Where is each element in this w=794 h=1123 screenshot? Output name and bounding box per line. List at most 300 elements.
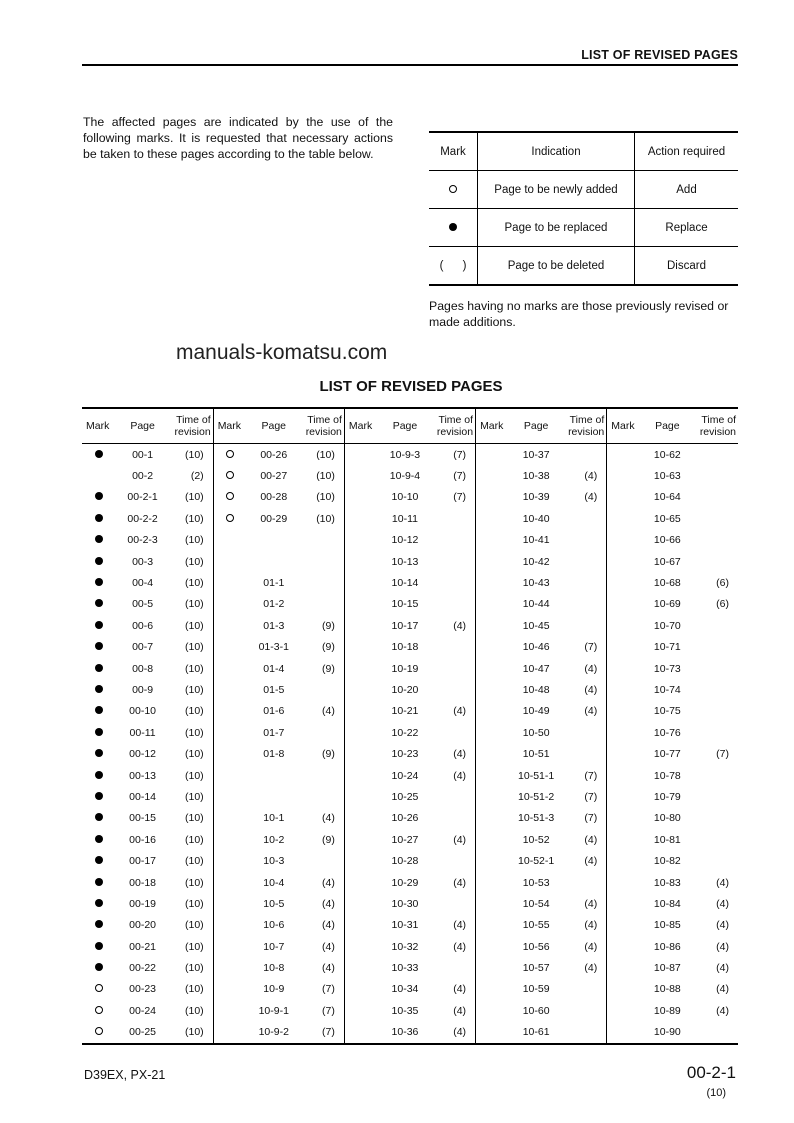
cell-time-of-revision [301,722,344,743]
cell-time-of-revision [433,658,476,679]
cell-time-of-revision: (10) [301,487,344,508]
cell-page: 00-24 [129,1004,157,1017]
cell-time-of-revision [695,1022,738,1044]
cell-time-of-revision: (10) [170,743,213,764]
revised-pages-table [82,407,738,1045]
cell-time-of-revision [564,572,607,593]
cell-mark [344,637,377,658]
cell-page: 00-25 [115,1022,170,1044]
cell-page: 10-33 [391,962,419,975]
cell-page: 10-35 [391,1004,419,1017]
table-row [82,658,738,679]
header-time-of-revision: Time of revision [301,408,344,444]
cell-mark [607,893,640,914]
cell-time-of-revision: (10) [170,701,213,722]
cell-time-of-revision: (9) [301,615,344,636]
cell-time-of-revision: (4) [301,808,344,829]
cell-mark [476,658,509,679]
cell-mark [82,829,115,850]
cell-mark [344,594,377,615]
cell-mark [213,530,246,551]
cell-page: 00-23 [129,983,157,996]
cell-time-of-revision [433,530,476,551]
cell-time-of-revision [564,979,607,1000]
cell-page [246,765,301,786]
cell-time-of-revision [564,1022,607,1044]
cell-time-of-revision [301,594,344,615]
cell-page: 00-14 [129,790,157,803]
cell-page: 10-70 [653,619,681,632]
cell-page: 10-38 [522,470,550,483]
legend-header-indication: Indication [478,132,635,171]
legend-action: Replace [635,209,739,247]
cell-page: 01-6 [263,705,285,718]
cell-mark [82,979,115,1000]
cell-page: 10-87 [653,962,681,975]
cell-mark [607,743,640,764]
cell-page: 10-86 [653,940,681,953]
cell-page: 10-82 [653,855,681,868]
cell-page: 10-59 [522,983,550,996]
cell-page: 10-7 [263,940,285,953]
cell-time-of-revision [433,786,476,807]
cell-mark [213,658,246,679]
cell-mark [82,615,115,636]
table-row [82,701,738,722]
cell-page: 10-76 [653,726,681,739]
cell-mark [213,957,246,978]
cell-page: 01-3 [263,619,285,632]
cell-page: 10-50 [522,726,550,739]
cell-mark [476,551,509,572]
cell-time-of-revision [695,765,738,786]
cell-mark [213,936,246,957]
cell-page: 01-3-1 [258,641,289,654]
filled-circle-icon [95,535,103,543]
cell-mark [476,893,509,914]
cell-time-of-revision: (7) [433,465,476,486]
cell-page: 10-65 [653,512,681,525]
cell-page: 10-15 [391,598,419,611]
table-header-row [82,408,738,444]
cell-time-of-revision: (10) [301,444,344,466]
cell-mark [476,615,509,636]
cell-time-of-revision: (4) [301,915,344,936]
cell-mark [213,679,246,700]
cell-page: 10-46 [522,641,550,654]
cell-mark [344,572,377,593]
cell-page: 01-2 [263,598,285,611]
cell-page: 10-64 [653,491,681,504]
cell-time-of-revision: (4) [433,936,476,957]
cell-time-of-revision [564,444,607,466]
cell-mark [82,936,115,957]
cell-time-of-revision: (4) [433,829,476,850]
cell-page: 10-52 [522,833,550,846]
cell-page: 00-10 [129,705,157,718]
cell-mark [476,936,509,957]
cell-page: 10-3 [263,855,285,868]
cell-page: 00-15 [129,812,157,825]
cell-time-of-revision [564,743,607,764]
cell-time-of-revision: (10) [170,615,213,636]
cell-mark [213,979,246,1000]
cell-mark [476,465,509,486]
cell-mark [476,786,509,807]
cell-page: 01-8 [263,748,285,761]
cell-mark [82,572,115,593]
legend-action: Discard [635,247,739,286]
cell-page: 10-89 [653,1004,681,1017]
cell-page: 00-4 [132,577,154,590]
cell-mark [607,786,640,807]
cell-mark [607,915,640,936]
cell-page: 00-9 [132,683,154,696]
cell-mark [607,465,640,486]
header-mark: Mark [344,408,377,444]
cell-mark [82,637,115,658]
intro-paragraph: The affected pages are indicated by the use of the following marks. It is requested that necessary actions be taken to these pages according to the table below. [83,115,393,161]
cell-page: 10-21 [391,705,419,718]
cell-time-of-revision [433,594,476,615]
cell-time-of-revision [564,872,607,893]
cell-time-of-revision: (10) [170,722,213,743]
cell-page: 10-52-1 [518,855,555,868]
cell-page: 00-21 [129,940,157,953]
cell-time-of-revision [433,637,476,658]
filled-circle-icon [95,728,103,736]
table-row [82,530,738,551]
cell-time-of-revision [695,465,738,486]
cell-mark [607,701,640,722]
cell-time-of-revision [695,850,738,871]
cell-mark [476,572,509,593]
cell-mark [344,915,377,936]
cell-time-of-revision: (4) [716,897,729,910]
cell-time-of-revision [695,508,738,529]
cell-page: 00-22 [129,962,157,975]
cell-time-of-revision: (6) [716,598,729,611]
cell-page: 10-83 [653,876,681,889]
legend-note: Pages having no marks are those previously revised or made additions. [429,299,729,329]
cell-mark [344,872,377,893]
cell-mark [82,1000,115,1021]
cell-mark [213,765,246,786]
legend-indication: Page to be deleted [478,247,635,286]
table-row [82,679,738,700]
cell-mark [476,722,509,743]
cell-time-of-revision [695,722,738,743]
cell-page: 10-62 [653,448,681,461]
cell-time-of-revision: (10) [170,572,213,593]
cell-mark [82,530,115,551]
cell-page: 10-13 [391,555,419,568]
cell-time-of-revision: (10) [170,530,213,551]
cell-page: 10-40 [522,512,550,525]
filled-circle-icon [95,599,103,607]
cell-mark [82,872,115,893]
cell-mark [607,936,640,957]
cell-time-of-revision: (10) [170,658,213,679]
legend-row [429,171,738,209]
cell-mark [213,722,246,743]
cell-page: 10-57 [522,962,550,975]
cell-mark [82,594,115,615]
cell-time-of-revision [433,893,476,914]
cell-mark [213,743,246,764]
cell-page: 10-49 [522,705,550,718]
cell-mark [344,936,377,957]
cell-page: 01-1 [263,577,285,590]
cell-mark [607,765,640,786]
cell-time-of-revision [301,572,344,593]
cell-page: 00-12 [129,748,157,761]
cell-time-of-revision: (4) [716,983,729,996]
cell-page: 00-6 [132,619,154,632]
cell-time-of-revision: (10) [170,551,213,572]
cell-time-of-revision [695,679,738,700]
cell-mark [82,722,115,743]
cell-mark [476,530,509,551]
header-mark: Mark [476,408,509,444]
cell-page: 00-29 [260,512,288,525]
cell-page: 00-2-3 [127,534,158,547]
cell-mark [344,701,377,722]
cell-time-of-revision: (4) [564,465,607,486]
cell-page: 10-63 [653,470,681,483]
cell-page: 10-11 [391,512,418,525]
filled-circle-icon [95,642,103,650]
cell-time-of-revision: (4) [301,957,344,978]
cell-time-of-revision: (10) [170,872,213,893]
cell-page: 01-4 [263,662,285,675]
cell-mark [213,829,246,850]
cell-mark [82,508,115,529]
cell-mark [344,893,377,914]
cell-time-of-revision: (10) [170,1000,213,1021]
cell-mark [344,658,377,679]
cell-mark [213,1022,246,1044]
cell-page: 10-51 [522,748,550,761]
cell-mark [607,872,640,893]
cell-mark [344,850,377,871]
cell-mark [344,615,377,636]
cell-time-of-revision: (10) [170,444,213,466]
cell-time-of-revision: (7) [433,487,476,508]
cell-time-of-revision: (4) [564,679,607,700]
cell-page: 00-1 [132,448,154,461]
cell-mark [607,829,640,850]
open-circle-icon [226,514,234,522]
cell-page: 10-5 [263,897,285,910]
cell-time-of-revision [695,829,738,850]
cell-time-of-revision: (9) [301,658,344,679]
cell-time-of-revision [695,444,738,466]
cell-page: 10-55 [522,919,550,932]
cell-page: 10-71 [653,641,681,654]
cell-page: 00-19 [129,897,157,910]
cell-time-of-revision: (4) [716,1004,729,1017]
header-page: Page [509,408,564,444]
header-time-of-revision: Time of revision [170,408,213,444]
filled-circle-icon [95,621,103,629]
cell-page: 10-14 [391,577,419,590]
cell-page: 10-20 [391,683,419,696]
cell-time-of-revision: (7) [564,765,607,786]
cell-page: 00-11 [129,726,156,739]
cell-mark [213,915,246,936]
open-circle-icon [95,984,103,992]
cell-mark [476,1022,509,1044]
cell-time-of-revision: (4) [301,936,344,957]
cell-time-of-revision: (4) [716,962,729,975]
cell-time-of-revision: (4) [564,701,607,722]
cell-page: 00-7 [132,641,154,654]
cell-time-of-revision: (9) [301,829,344,850]
cell-mark [476,979,509,1000]
cell-mark [82,551,115,572]
table-row [82,722,738,743]
cell-time-of-revision: (10) [170,915,213,936]
cell-page: 10-66 [653,534,681,547]
cell-time-of-revision: (10) [170,1022,213,1044]
cell-page: 10-79 [653,790,681,803]
cell-page: 10-51-2 [518,790,555,803]
cell-mark [476,957,509,978]
cell-mark [607,487,640,508]
cell-time-of-revision [301,551,344,572]
table-row [82,936,738,957]
cell-mark [476,829,509,850]
cell-page: 10-67 [653,555,681,568]
cell-time-of-revision [433,722,476,743]
cell-time-of-revision: (10) [170,786,213,807]
cell-page: 10-31 [391,919,419,932]
table-row [82,487,738,508]
cell-mark [476,679,509,700]
cell-page: 10-23 [391,748,419,761]
cell-mark [344,1000,377,1021]
cell-time-of-revision: (10) [301,508,344,529]
cell-time-of-revision: (7) [716,748,729,761]
table-row [82,893,738,914]
cell-time-of-revision [564,530,607,551]
cell-page: 10-80 [653,812,681,825]
table-row [82,808,738,829]
header-page: Page [246,408,301,444]
filled-circle-icon [95,920,103,928]
cell-mark [344,957,377,978]
legend-indication: Page to be replaced [478,209,635,247]
cell-time-of-revision: (2) [170,465,213,486]
cell-mark [344,530,377,551]
cell-mark [344,765,377,786]
open-circle-icon [226,450,234,458]
cell-page: 00-13 [129,769,157,782]
cell-mark [213,594,246,615]
cell-mark [213,487,246,508]
cell-page [246,786,301,807]
watermark: manuals-komatsu.com [176,341,388,364]
cell-mark [476,637,509,658]
cell-mark [213,1000,246,1021]
filled-circle-icon [95,557,103,565]
filled-circle-icon [95,942,103,950]
cell-page: 00-26 [260,448,288,461]
cell-mark [82,786,115,807]
table-row [82,551,738,572]
cell-mark [82,893,115,914]
open-circle-icon [449,185,457,193]
cell-time-of-revision: (9) [301,743,344,764]
cell-page: 10-25 [391,790,419,803]
cell-time-of-revision: (9) [301,637,344,658]
cell-time-of-revision: (4) [433,1000,476,1021]
cell-mark [344,444,377,466]
parentheses-mark: ( ) [439,259,467,272]
cell-page: 00-2-1 [127,491,158,504]
cell-mark [344,679,377,700]
filled-circle-icon [95,899,103,907]
cell-mark [607,637,640,658]
legend-header-action: Action required [635,132,739,171]
cell-time-of-revision: (4) [433,701,476,722]
table-row [82,594,738,615]
cell-page: 10-61 [509,1022,564,1044]
cell-page: 10-85 [653,919,681,932]
cell-page: 10-41 [522,534,550,547]
open-circle-icon [95,1006,103,1014]
cell-time-of-revision [433,679,476,700]
cell-time-of-revision: (4) [301,872,344,893]
legend-row [429,209,738,247]
legend-row [429,247,738,286]
cell-time-of-revision: (4) [433,979,476,1000]
cell-mark [344,829,377,850]
cell-page: 10-69 [653,598,681,611]
cell-mark [344,551,377,572]
cell-page: 10-47 [522,662,550,675]
cell-page: 00-20 [129,919,157,932]
cell-page: 10-42 [522,555,550,568]
cell-mark [607,530,640,551]
cell-mark [344,508,377,529]
header-page: Page [115,408,170,444]
cell-time-of-revision: (10) [170,487,213,508]
cell-time-of-revision: (4) [433,765,476,786]
filled-circle-icon [95,706,103,714]
cell-time-of-revision [564,551,607,572]
cell-mark [82,808,115,829]
cell-time-of-revision [433,572,476,593]
filled-circle-icon [95,685,103,693]
cell-mark [476,487,509,508]
cell-time-of-revision: (7) [301,1000,344,1021]
table-row [82,637,738,658]
cell-mark [213,701,246,722]
cell-page: 10-18 [391,641,419,654]
cell-mark [82,915,115,936]
cell-mark [344,1022,377,1044]
cell-page [246,530,301,551]
cell-page: 00-27 [260,470,288,483]
cell-page: 10-10 [391,491,419,504]
cell-time-of-revision: (4) [301,893,344,914]
filled-circle-icon [95,514,103,522]
cell-page: 10-29 [391,876,419,889]
cell-time-of-revision: (4) [564,487,607,508]
cell-time-of-revision [695,786,738,807]
